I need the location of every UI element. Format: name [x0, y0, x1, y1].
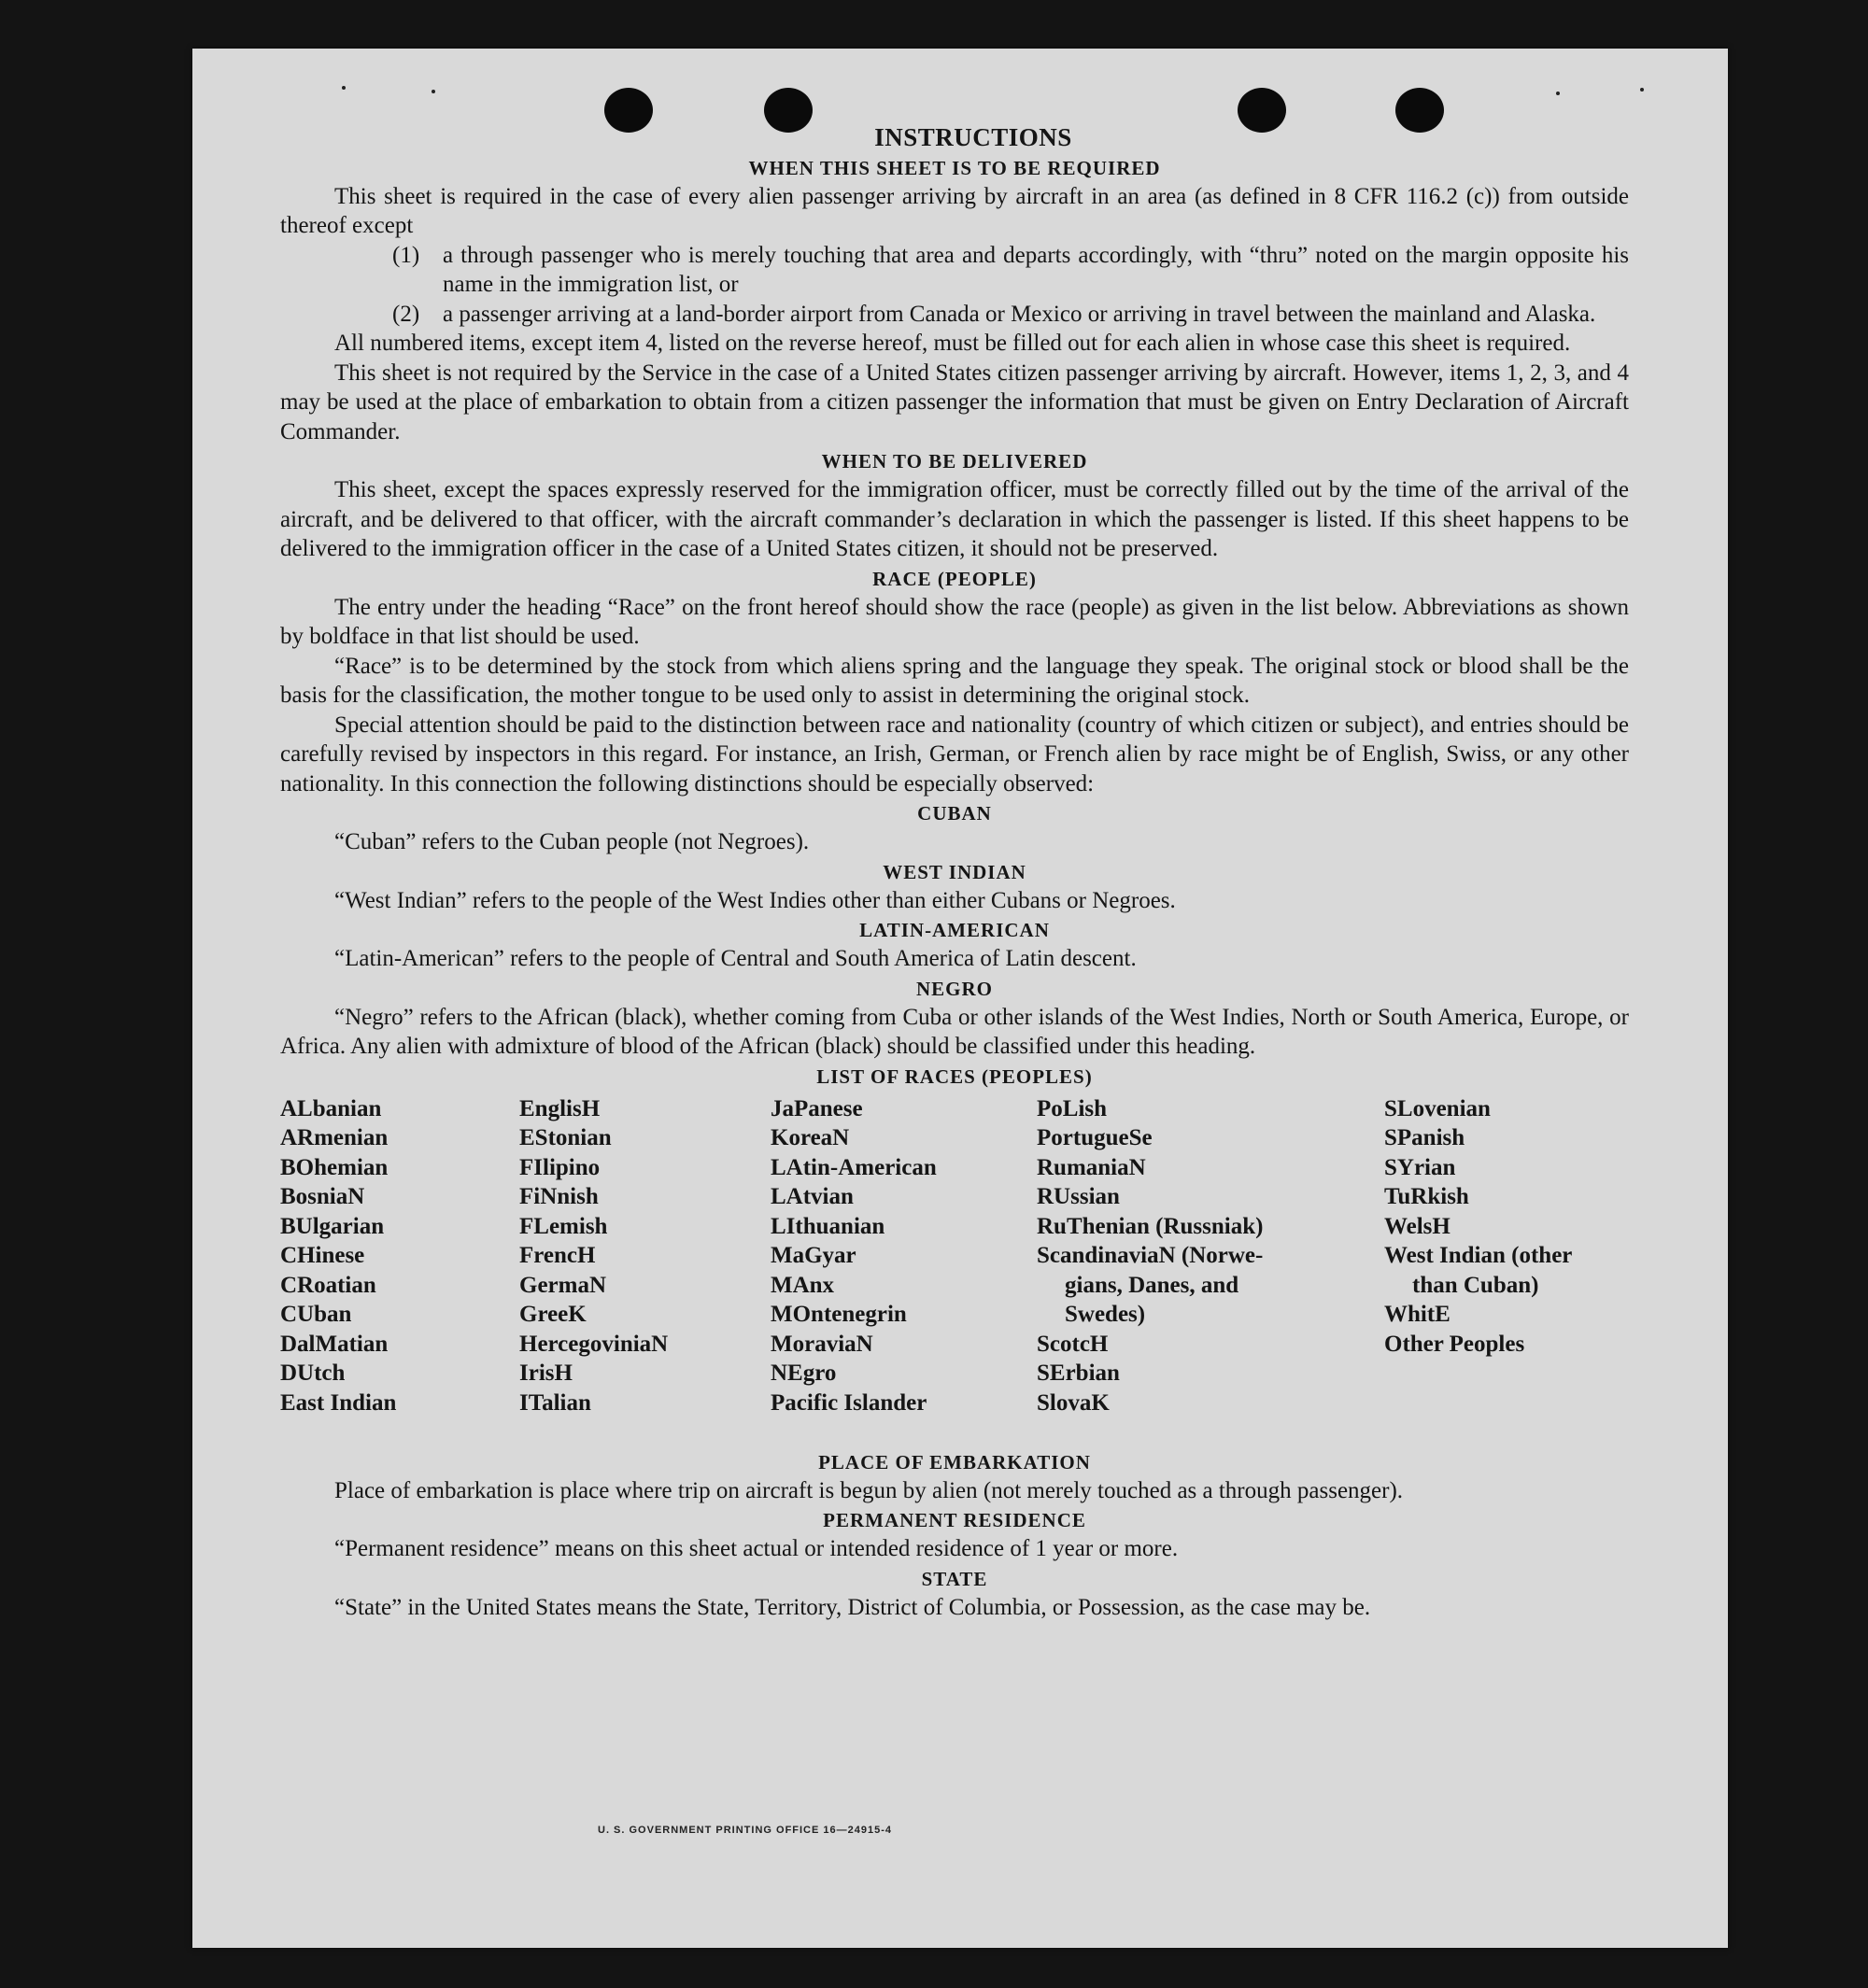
- race-entry: FrencH: [519, 1243, 596, 1268]
- heading-state: STATE: [921, 1567, 988, 1590]
- heading-residence: PERMANENT RESIDENCE: [823, 1509, 1086, 1531]
- paragraph: Special attention should be paid to the distinction between race and nationality (country of which citizen or subject), and entries should be carefully revised by inspectors in this regard. For instance, an Irish, German, or French alien by race might be of English, Swiss, or any other nationality. In this connection the following distinctions should be especially observed:: [280, 712, 1629, 797]
- race-entry: Swedes): [1065, 1302, 1146, 1327]
- race-entry: MAnx: [771, 1272, 835, 1298]
- list-item: [280, 300, 1629, 330]
- race-entry: FIlipino: [519, 1154, 601, 1180]
- paragraph: This sheet is not required by the Service in the case of a United States citizen passenger arriving by aircraft. However, items 1, 2, 3, and 4 may be used at the place of embarkation to obtain from a citizen passenger the information that must be given on Entry Declaration of Aircraft Commander.: [280, 360, 1629, 444]
- race-entry: MOntenegrin: [771, 1302, 907, 1327]
- race-entry: SErbian: [1037, 1361, 1120, 1386]
- heading-when-delivered: WHEN TO BE DELIVERED: [821, 450, 1088, 472]
- race-entry: LAtin-American: [771, 1154, 937, 1180]
- race-entry: DalMatian: [280, 1331, 389, 1357]
- race-entry: ALbanian: [280, 1095, 382, 1121]
- race-entry: MoraviaN: [771, 1331, 873, 1357]
- item-number: (1): [392, 242, 420, 268]
- paragraph: Place of embarkation is place where trip on aircraft is begun by alien (not merely touched as a through passenger).: [334, 1477, 1404, 1503]
- heading-negro: NEGRO: [915, 977, 993, 1000]
- printing-office-note: U. S. GOVERNMENT PRINTING OFFICE 16—24915-4: [598, 1825, 893, 1836]
- page-title: INSTRUCTIONS: [874, 123, 1072, 151]
- race-entry: CRoatian: [280, 1272, 376, 1298]
- races-column-5: [1384, 1094, 1572, 1360]
- race-entry: BUlgarian: [280, 1213, 385, 1239]
- speck: [432, 90, 435, 93]
- paragraph: “Cuban” refers to the Cuban people (not Negroes).: [334, 829, 810, 854]
- race-entry: RUssian: [1037, 1184, 1120, 1209]
- paragraph: The entry under the heading “Race” on the front hereof should show the race (people) as given in the list below. Abbreviations as shown by boldface in that list should be used.: [280, 594, 1629, 649]
- race-entry: IrisH: [519, 1361, 573, 1386]
- race-entry: Other Peoples: [1384, 1331, 1525, 1357]
- race-entry: SPanish: [1384, 1125, 1465, 1150]
- paragraph: This sheet is required in the case of every alien passenger arriving by aircraft in an area (as defined in 8 CFR 116.2 (c)) from outside thereof except: [280, 183, 1629, 238]
- race-entry: ARmenian: [280, 1125, 389, 1150]
- heading-latin-american: LATIN-AMERICAN: [859, 919, 1050, 941]
- race-entry: PoLish: [1037, 1095, 1108, 1121]
- speck: [1556, 92, 1560, 95]
- paragraph: “State” in the United States means the State, Territory, District of Columbia, or Possession, as the case may be.: [334, 1594, 1371, 1620]
- paragraph: This sheet, except the spaces expressly reserved for the immigration officer, must be correctly filled out by the time of the arrival of the aircraft, and be delivered to that officer, with the aircraft commander’s declaration in which the passenger is listed. If this sheet happens to be delivered to the immigration officer in the case of a United States citizen, it should not be preserved.: [280, 477, 1629, 561]
- document-page: [192, 49, 1728, 1948]
- race-entry: gians, Danes, and: [1065, 1272, 1239, 1298]
- race-entry: BosniaN: [280, 1184, 365, 1209]
- race-entry: EnglisH: [519, 1095, 601, 1121]
- item-number: (2): [392, 301, 420, 327]
- heading-race: RACE (PEOPLE): [872, 567, 1037, 590]
- race-entry: JaPanese: [771, 1095, 863, 1121]
- race-entry: than Cuban): [1412, 1272, 1539, 1298]
- race-entry: CUban: [280, 1302, 352, 1327]
- paragraph: “Race” is to be determined by the stock from which aliens spring and the language they speak. The original stock or blood shall be the basis for the classification, the mother tongue to be used only to assist in determining the original stock.: [280, 653, 1629, 708]
- race-entry: KoreaN: [771, 1125, 850, 1150]
- race-entry: WhitE: [1384, 1302, 1451, 1327]
- race-entry: RuThenian (Russniak): [1037, 1213, 1264, 1239]
- item-text: a through passenger who is merely touching that area and departs accordingly, with “thru” noted on the margin opposite his name in the immigration list, or: [443, 242, 1629, 297]
- item-text: a passenger arriving at a land-border airport from Canada or Mexico or arriving in travel between the mainland and Alaska.: [443, 301, 1596, 327]
- race-entry: ScandinaviaN (Norwe-: [1037, 1243, 1264, 1268]
- races-column-1: [280, 1094, 396, 1418]
- heading-embarkation: PLACE OF EMBARKATION: [818, 1450, 1091, 1473]
- heading-when-required: WHEN THIS SHEET IS TO BE REQUIRED: [748, 156, 1161, 179]
- race-entry: BOhemian: [280, 1154, 389, 1180]
- race-entry: SLovenian: [1384, 1095, 1491, 1121]
- paragraph: “Negro” refers to the African (black), whether coming from Cuba or other islands of the West Indies, North or South America, Europe, or Africa. Any alien with admixture of blood of the African (black) should be classified under this heading.: [280, 1004, 1629, 1059]
- race-entry: Pacific Islander: [771, 1389, 927, 1416]
- race-entry: SlovaK: [1037, 1389, 1110, 1416]
- races-column-3: [771, 1094, 937, 1418]
- race-entry: GreeK: [519, 1302, 587, 1327]
- race-entry: CHinese: [280, 1243, 365, 1268]
- races-column-4: [1037, 1094, 1263, 1418]
- race-entry: LIthuanian: [771, 1213, 885, 1239]
- race-entry: West Indian (other: [1384, 1243, 1573, 1268]
- paragraph: “West Indian” refers to the people of the West Indies other than either Cubans or Negroes.: [334, 887, 1176, 913]
- race-entry: GermaN: [519, 1272, 607, 1298]
- races-list: [280, 1094, 1629, 1447]
- race-entry: FiNnish: [519, 1184, 599, 1209]
- paragraph: All numbered items, except item 4, listed on the reverse hereof, must be filled out for each alien in whose case this sheet is required.: [334, 331, 1571, 356]
- heading-list-of-races: LIST OF RACES (PEOPLES): [816, 1064, 1093, 1088]
- race-entry: ScotcH: [1037, 1331, 1109, 1357]
- race-entry: East Indian: [280, 1389, 397, 1416]
- races-column-2: [519, 1094, 668, 1418]
- race-entry: NEgro: [771, 1361, 837, 1386]
- paragraph: “Latin-American” refers to the people of Central and South America of Latin descent.: [334, 946, 1137, 971]
- heading-cuban: CUBAN: [917, 802, 992, 825]
- instructions-content: [280, 123, 1629, 1622]
- race-entry: FLemish: [519, 1213, 608, 1239]
- race-entry: SYrian: [1384, 1154, 1456, 1180]
- heading-west-indian: WEST INDIAN: [883, 860, 1026, 883]
- race-entry: LAtvian: [771, 1184, 854, 1209]
- race-entry: DUtch: [280, 1361, 346, 1386]
- race-entry: HercegoviniaN: [519, 1331, 669, 1357]
- race-entry: TuRkish: [1384, 1184, 1469, 1209]
- race-entry: PortugueSe: [1037, 1125, 1153, 1150]
- race-entry: ITalian: [519, 1389, 591, 1416]
- speck: [1640, 88, 1644, 92]
- list-item: [280, 241, 1629, 300]
- race-entry: EStonian: [519, 1125, 612, 1150]
- race-entry: WelsH: [1384, 1213, 1451, 1239]
- paragraph: “Permanent residence” means on this sheet actual or intended residence of 1 year or more.: [334, 1536, 1179, 1561]
- speck: [342, 86, 346, 90]
- race-entry: MaGyar: [771, 1243, 856, 1268]
- race-entry: RumaniaN: [1037, 1154, 1146, 1180]
